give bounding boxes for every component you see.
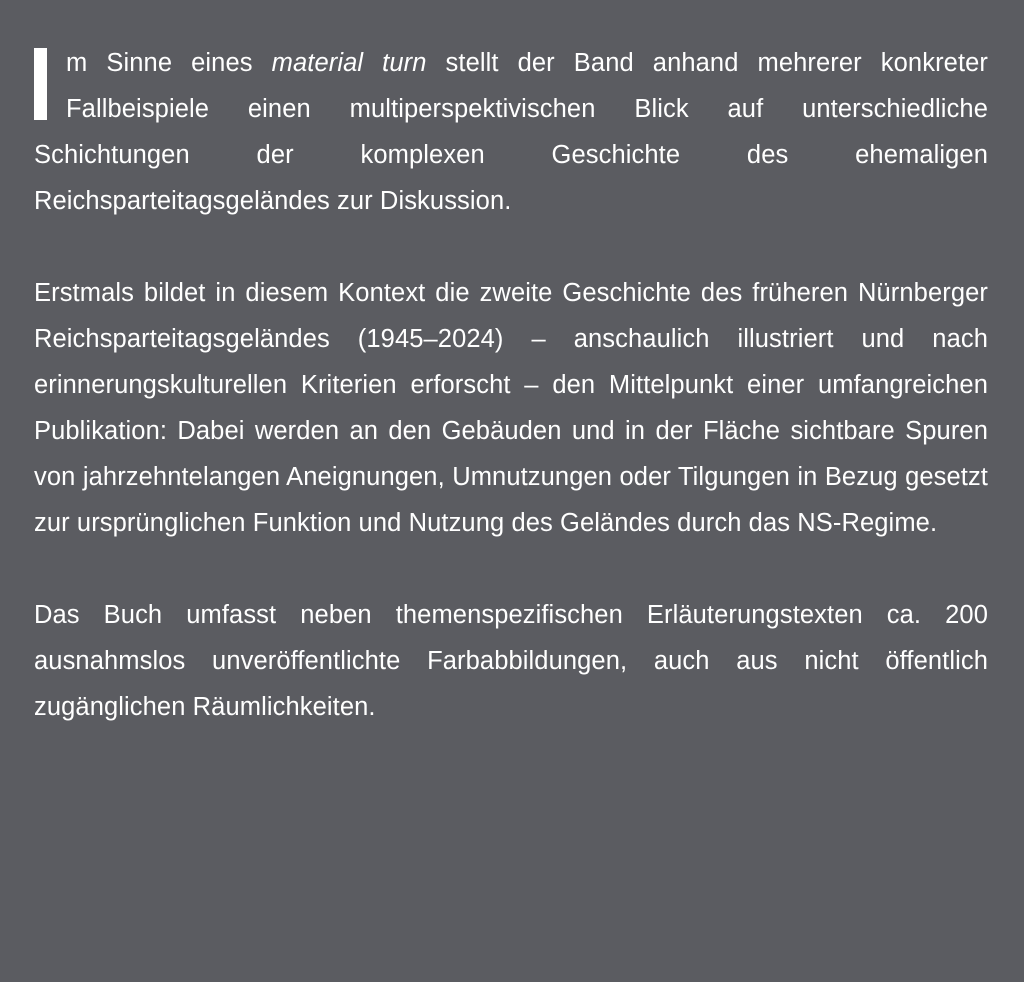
paragraph-book-contents: Das Buch umfasst neben themenspezifischen Erläuterungstexten ca. 200 ausnahmslos unveröffentlichte Farbabbildungen, auch aus nicht öffentlich zugänglichen Räumlichkeiten. bbox=[34, 601, 988, 721]
paragraph-intro bbox=[34, 40, 988, 224]
intro-text-start: m Sinne eines bbox=[66, 49, 272, 77]
dropcap-letter-i bbox=[34, 48, 47, 120]
paragraph-context: Erstmals bildet in diesem Kontext die zweite Geschichte des früheren Nürnberger Reichsparteitagsgeländes (1945–2024) – anschaulich illustriert und nach erinnerungskulturellen Kriterien erforscht – den Mittelpunkt einer umfangreichen Publikation: Dabei werden an den Gebäuden und in der Fläche sichtbare Spuren von jahrzehntelangen Aneignungen, Umnutzungen oder Tilgungen in Bezug gesetzt zur ursprünglichen Funktion und Nutzung des Geländes durch das NS-Regime. bbox=[34, 279, 988, 537]
intro-emphasis: material turn bbox=[271, 49, 427, 77]
intro-text-end: stellt der Band anhand mehrerer konkreter Fallbeispiele einen multiperspektivischen Blick auf unterschiedliche Schichtungen der komplexen Geschichte des ehemaligen Reichsparteitagsgeländes zur Diskussion. bbox=[34, 49, 988, 215]
